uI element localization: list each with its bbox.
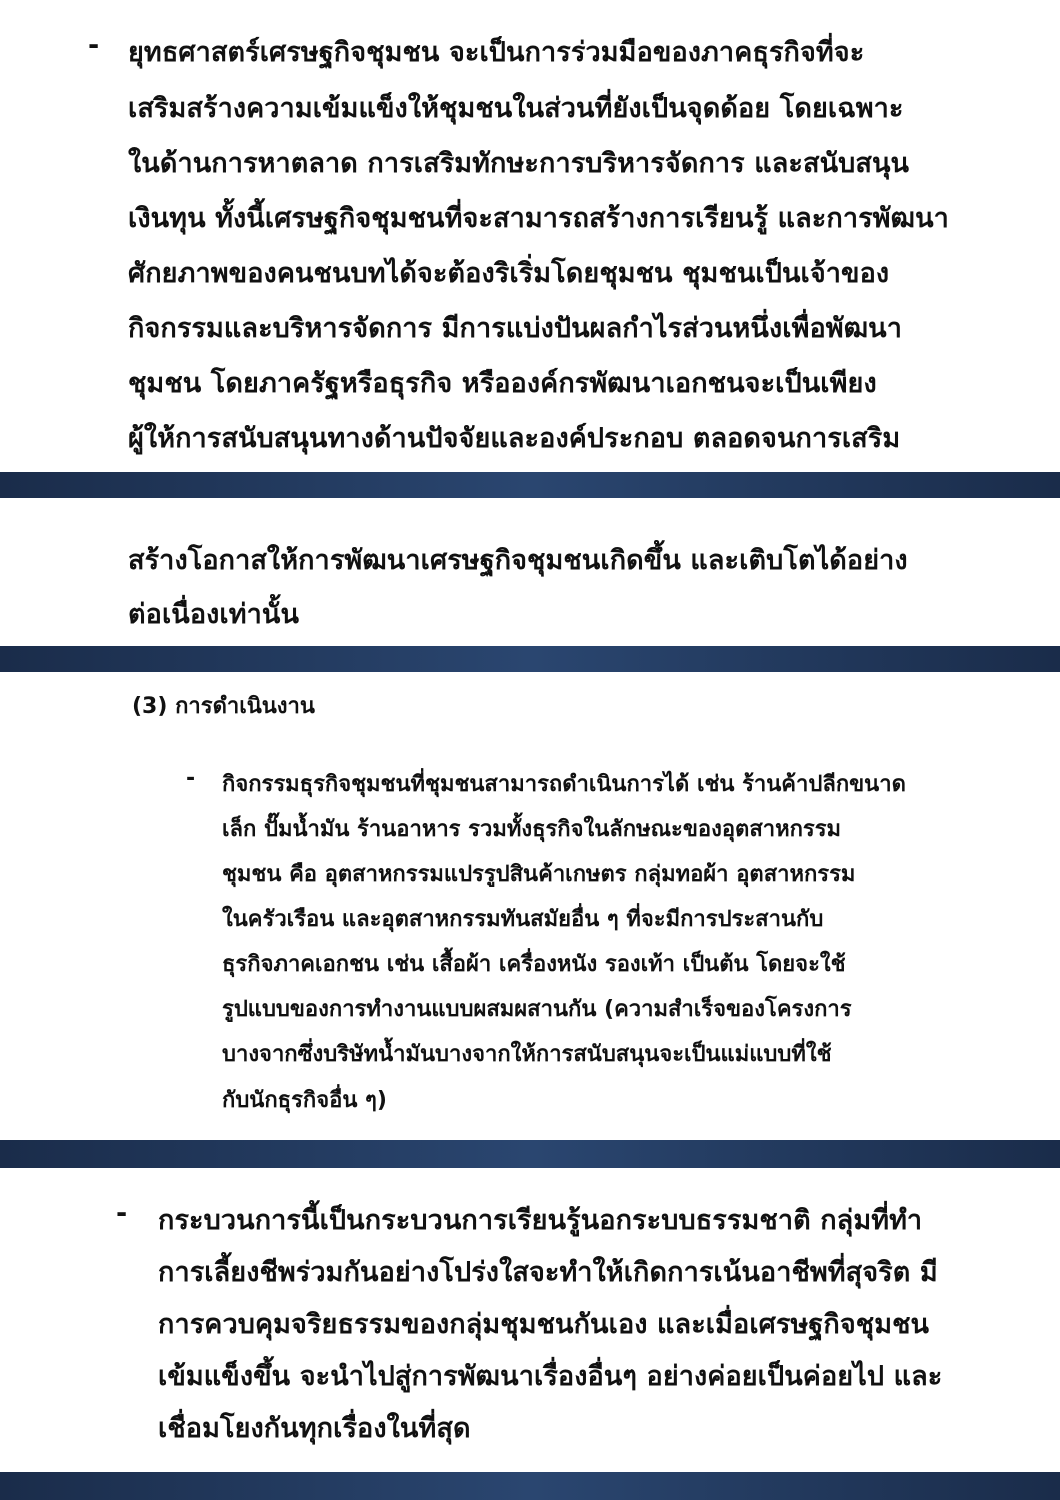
paragraph-line: ในด้านการหาตลาด การเสริมทักษะการบริหารจัดการ และสนับสนุน [128,148,910,179]
paragraph-line: ในครัวเรือน และอุตสาหกรรมทันสมัยอื่น ๆ ที่จะมีการประสานกับ [222,907,824,932]
paragraph-line: ชุมชน โดยภาครัฐหรือธุรกิจ หรือองค์กรพัฒนาเอกชนจะเป็นเพียง [128,368,877,399]
section-heading: (3) การดำเนินงาน [132,694,315,719]
paragraph-line: กิจกรรมธุรกิจชุมชนที่ชุมชนสามารถดำเนินการได้ เช่น ร้านค้าปลีกขนาด [222,772,906,797]
paragraph-line: ธุรกิจภาคเอกชน เช่น เสื้อผ้า เครื่องหนัง รองเท้า เป็นต้น โดยจะใช้ [222,952,846,977]
paragraph-line: เสริมสร้างความเข้มแข็งให้ชุมชนในส่วนที่ยังเป็นจุดด้อย โดยเฉพาะ [128,93,904,124]
paragraph-line: บางจากซึ่งบริษัทน้ำมันบางจากให้การสนับสนุนจะเป็นแม่แบบที่ใช้ [222,1042,832,1067]
paragraph-line: กับนักธุรกิจอื่น ๆ) [222,1088,387,1113]
paragraph-line: ต่อเนื่องเท่านั้น [128,599,300,630]
paragraph-line: กิจกรรมและบริหารจัดการ มีการแบ่งปันผลกำไรส่วนหนึ่งเพื่อพัฒนา [128,313,903,344]
paragraph-line: รูปแบบของการทำงานแบบผสมผสานกัน (ความสำเร็จของโครงการ [222,997,852,1022]
text-panel-3 [0,672,1060,1140]
bullet-dash: - [88,30,100,61]
text-panel-2 [0,498,1060,646]
paragraph-line: กระบวนการนี้เป็นกระบวนการเรียนรู้นอกระบบธรรมชาติ กลุ่มที่ทำ [158,1205,923,1236]
paragraph-line: เชื่อมโยงกันทุกเรื่องในที่สุด [158,1413,471,1444]
paragraph-line: ศักยภาพของคนชนบทได้จะต้องริเริ่มโดยชุมชน ชุมชนเป็นเจ้าของ [128,258,890,289]
text-panel-4 [0,1168,1060,1472]
paragraph-line: สร้างโอกาสให้การพัฒนาเศรษฐกิจชุมชนเกิดขึ้น และเติบโตได้อย่าง [128,545,908,576]
section-divider [0,1140,1060,1168]
paragraph-line: เงินทุน ทั้งนี้เศรษฐกิจชุมชนที่จะสามารถสร้างการเรียนรู้ และการพัฒนา [128,203,949,234]
paragraph-line: ผู้ให้การสนับสนุนทางด้านปัจจัยและองค์ประกอบ ตลอดจนการเสริม [128,423,901,454]
bullet-dash: - [186,766,196,791]
text-panel-1 [0,0,1060,472]
section-divider [0,1472,1060,1500]
paragraph-line: เข้มแข็งขึ้น จะนำไปสู่การพัฒนาเรื่องอื่นๆ อย่างค่อยเป็นค่อยไป และ [158,1361,943,1392]
paragraph-line: ชุมชน คือ อุตสาหกรรมแปรรูปสินค้าเกษตร กลุ่มทอผ้า อุตสาหกรรม [222,862,856,887]
paragraph-line: เล็ก ปั๊มน้ำมัน ร้านอาหาร รวมทั้งธุรกิจในลักษณะของอุตสาหกรรม [222,817,842,842]
section-divider [0,646,1060,672]
section-divider [0,472,1060,498]
paragraph-line: การควบคุมจริยธรรมของกลุ่มชุมชนกันเอง และเมื่อเศรษฐกิจชุมชน [158,1309,930,1340]
paragraph-line: การเลี้ยงชีพร่วมกันอย่างโปร่งใสจะทำให้เกิดการเน้นอาชีพที่สุจริต มี [158,1257,938,1288]
bullet-dash: - [116,1198,128,1229]
paragraph-line: ยุทธศาสตร์เศรษฐกิจชุมชน จะเป็นการร่วมมือของภาคธุรกิจที่จะ [128,37,865,68]
